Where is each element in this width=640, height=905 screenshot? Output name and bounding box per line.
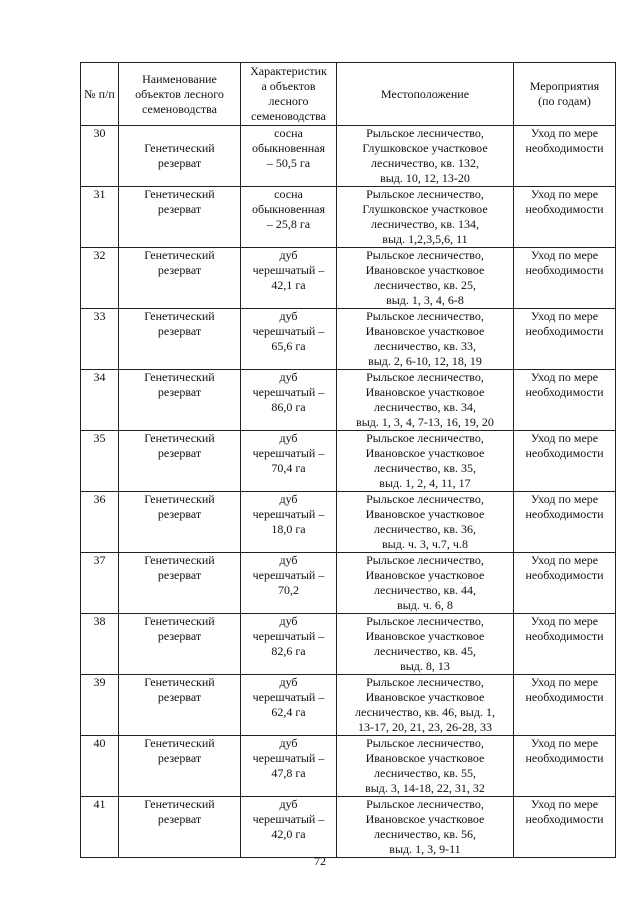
object-activity [514, 248, 616, 309]
object-location-line: Ивановское участковое [365, 263, 485, 277]
header-object-name: Наименование объектов лесного семеноводства [119, 63, 241, 126]
object-location [337, 126, 514, 187]
object-activity-line: Уход по мере [530, 309, 599, 323]
object-characteristics-line: черешчатый – [252, 507, 325, 521]
object-characteristics-line: черешчатый – [252, 812, 325, 826]
object-activity [514, 187, 616, 248]
object-location-line: выд. 3, 14-18, 22, 31, 32 [365, 781, 485, 795]
object-activity-line: Уход по мере [530, 553, 599, 567]
object-name [119, 370, 241, 431]
object-name-line: резерват [157, 629, 202, 643]
table-row [81, 797, 616, 858]
object-activity-line: необходимости [525, 629, 604, 643]
object-location-line: Рыльское лесничество, [366, 553, 484, 567]
object-activity-line: Уход по мере [530, 797, 599, 811]
object-name-line: Генетический [144, 309, 215, 323]
page-number: 72 [314, 854, 326, 868]
row-number: 39 [81, 675, 119, 736]
object-location [337, 553, 514, 614]
object-name-line: резерват [157, 263, 202, 277]
object-location-line: Ивановское участковое [365, 324, 485, 338]
row-number: 34 [81, 370, 119, 431]
object-activity-line: Уход по мере [530, 126, 599, 140]
object-location-line: Рыльское лесничество, [366, 309, 484, 323]
object-location-line: выд. 10, 12, 13-20 [380, 171, 470, 185]
object-name-line: Генетический [144, 370, 215, 384]
object-characteristics-line: – 50,5 га [266, 156, 311, 170]
object-characteristics-line: дуб [279, 675, 298, 689]
object-name-line: Генетический [144, 614, 215, 628]
object-location [337, 370, 514, 431]
row-number: 36 [81, 492, 119, 553]
table-header-row [81, 63, 616, 126]
object-characteristics-line: – 25,8 га [266, 217, 311, 231]
object-name-line: Генетический [144, 187, 215, 201]
object-location-line: Рыльское лесничество, [366, 370, 484, 384]
object-characteristics-line: сосна [274, 126, 303, 140]
object-characteristics-line: дуб [279, 492, 298, 506]
object-name [119, 736, 241, 797]
object-name-line: Генетический [144, 248, 215, 262]
object-characteristics-line: черешчатый – [252, 324, 325, 338]
object-location-line: лесничество, кв. 44, [373, 583, 477, 597]
object-location-line: выд. 1,2,3,5,6, 11 [382, 232, 468, 246]
table-row [81, 492, 616, 553]
object-location-line: лесничество, кв. 25, [373, 278, 477, 292]
row-number: 35 [81, 431, 119, 492]
object-location-line: Ивановское участковое [365, 446, 485, 460]
object-name-line: резерват [157, 812, 202, 826]
seed-objects-table [80, 62, 616, 858]
object-activity [514, 126, 616, 187]
object-characteristics-line: черешчатый – [252, 446, 325, 460]
object-characteristics [241, 553, 337, 614]
object-location-line: Рыльское лесничество, [366, 797, 484, 811]
object-activity-line: Уход по мере [530, 248, 599, 262]
object-location-line: лесничество, кв. 45, [373, 644, 477, 658]
object-name [119, 553, 241, 614]
object-name-line: Генетический [144, 431, 215, 445]
object-location-line: выд. 1, 3, 4, 6-8 [386, 293, 464, 307]
object-location-line: Рыльское лесничество, [366, 675, 484, 689]
object-location [337, 492, 514, 553]
object-name [119, 492, 241, 553]
object-location-line: лесничество, кв. 34, [373, 400, 477, 414]
object-location-line: лесничество, кв. 55, [373, 766, 477, 780]
object-characteristics-line: 42,1 га [271, 278, 306, 292]
object-characteristics-line: 86,0 га [271, 400, 306, 414]
object-location [337, 431, 514, 492]
object-location-line: 13-17, 20, 21, 23, 26-28, 33 [358, 720, 492, 734]
object-name [119, 797, 241, 858]
object-location-line: Ивановское участковое [365, 812, 485, 826]
object-characteristics-line: 47,8 га [271, 766, 306, 780]
object-activity-line: необходимости [525, 507, 604, 521]
object-activity [514, 614, 616, 675]
object-name [119, 309, 241, 370]
row-number: 30 [81, 126, 119, 187]
object-characteristics-line: дуб [279, 553, 298, 567]
header-number: № п/п [81, 63, 119, 126]
object-name-line: Генетический [144, 553, 215, 567]
object-location-line: Ивановское участковое [365, 751, 485, 765]
object-location-line: Рыльское лесничество, [366, 614, 484, 628]
object-location-line: выд. ч. 6, 8 [397, 598, 453, 612]
object-characteristics-line: черешчатый – [252, 385, 325, 399]
header-characteristics: Характеристик а объектов лесного семеноводства [241, 63, 337, 126]
object-characteristics-line: 70,2 [278, 583, 299, 597]
object-characteristics-line: дуб [279, 431, 298, 445]
object-activity-line: необходимости [525, 751, 604, 765]
object-location [337, 248, 514, 309]
table-row [81, 309, 616, 370]
object-characteristics-line: 42,0 га [271, 827, 306, 841]
object-name [119, 187, 241, 248]
object-characteristics-line: сосна [274, 187, 303, 201]
object-activity-line: необходимости [525, 263, 604, 277]
object-activity [514, 797, 616, 858]
object-characteristics [241, 431, 337, 492]
object-activity [514, 431, 616, 492]
object-characteristics [241, 797, 337, 858]
object-location [337, 614, 514, 675]
row-number: 38 [81, 614, 119, 675]
object-characteristics-line: черешчатый – [252, 690, 325, 704]
object-activity-line: необходимости [525, 690, 604, 704]
object-location [337, 675, 514, 736]
header-location: Местоположение [337, 63, 514, 126]
table-row [81, 675, 616, 736]
object-location-line: Рыльское лесничество, [366, 492, 484, 506]
object-location [337, 309, 514, 370]
object-activity [514, 553, 616, 614]
object-characteristics [241, 492, 337, 553]
table-row [81, 126, 616, 187]
object-activity-line: необходимости [525, 812, 604, 826]
object-activity-line: Уход по мере [530, 370, 599, 384]
object-location-line: выд. 1, 2, 4, 11, 17 [379, 476, 471, 490]
object-name [119, 248, 241, 309]
object-location-line: лесничество, кв. 132, [370, 156, 480, 170]
object-activity [514, 736, 616, 797]
object-location-line: Рыльское лесничество, [366, 248, 484, 262]
object-activity-line: Уход по мере [530, 614, 599, 628]
object-characteristics-line: дуб [279, 248, 298, 262]
object-name [119, 431, 241, 492]
object-characteristics [241, 675, 337, 736]
object-characteristics-line: дуб [279, 370, 298, 384]
object-name-line: резерват [157, 324, 202, 338]
object-name-line: Генетический [144, 492, 215, 506]
object-characteristics [241, 309, 337, 370]
object-characteristics [241, 248, 337, 309]
object-activity-line: необходимости [525, 141, 604, 155]
object-name-line: Генетический [144, 797, 215, 811]
object-characteristics-line: 82,6 га [271, 644, 306, 658]
object-characteristics [241, 736, 337, 797]
object-location-line: Ивановское участковое [365, 385, 485, 399]
object-name-line: резерват [157, 751, 202, 765]
object-location-line: лесничество, кв. 134, [370, 217, 480, 231]
object-name-line: резерват [157, 568, 202, 582]
object-name-line: резерват [157, 385, 202, 399]
object-location-line: лесничество, кв. 35, [373, 461, 477, 475]
object-activity [514, 370, 616, 431]
row-number: 33 [81, 309, 119, 370]
object-activity [514, 675, 616, 736]
object-characteristics-line: черешчатый – [252, 751, 325, 765]
object-name-line: резерват [157, 446, 202, 460]
object-name-line: резерват [157, 156, 202, 170]
object-characteristics-line: дуб [279, 736, 298, 750]
object-location [337, 187, 514, 248]
table-row [81, 187, 616, 248]
object-location-line: выд. 1, 3, 9-11 [389, 842, 461, 856]
object-characteristics-line: обыкновенная [251, 141, 326, 155]
row-number: 32 [81, 248, 119, 309]
object-characteristics-line: 65,6 га [271, 339, 306, 353]
object-activity-line: Уход по мере [530, 431, 599, 445]
object-characteristics [241, 370, 337, 431]
object-characteristics-line: черешчатый – [252, 568, 325, 582]
object-location-line: Глушковское участковое [362, 141, 488, 155]
object-location-line: выд. ч. 3, ч.7, ч.8 [382, 537, 468, 551]
object-characteristics [241, 126, 337, 187]
object-name-line: резерват [157, 202, 202, 216]
object-location-line: лесничество, кв. 36, [373, 522, 477, 536]
object-location [337, 797, 514, 858]
object-characteristics-line: дуб [279, 309, 298, 323]
object-activity-line: Уход по мере [530, 492, 599, 506]
table-row [81, 431, 616, 492]
object-activity-line: Уход по мере [530, 736, 599, 750]
object-activity-line: необходимости [525, 568, 604, 582]
object-name-line: резерват [157, 507, 202, 521]
object-name-line: Генетический [144, 675, 215, 689]
row-number: 31 [81, 187, 119, 248]
row-number: 40 [81, 736, 119, 797]
object-location-line: Ивановское участковое [365, 629, 485, 643]
object-location-line: Ивановское участковое [365, 568, 485, 582]
object-characteristics-line: дуб [279, 614, 298, 628]
row-number: 37 [81, 553, 119, 614]
object-location-line: лесничество, кв. 46, выд. 1, [355, 705, 495, 719]
object-name-line: Генетический [144, 141, 215, 155]
object-location [337, 736, 514, 797]
object-location-line: Рыльское лесничество, [366, 431, 484, 445]
table-row [81, 248, 616, 309]
object-characteristics-line: черешчатый – [252, 263, 325, 277]
object-activity-line: Уход по мере [530, 187, 599, 201]
object-location-line: выд. 2, 6-10, 12, 18, 19 [368, 354, 482, 368]
object-activity [514, 492, 616, 553]
object-location-line: Ивановское участковое [365, 690, 485, 704]
object-name [119, 126, 241, 187]
object-location-line: лесничество, кв. 33, [373, 339, 477, 353]
object-name [119, 675, 241, 736]
object-activity-line: необходимости [525, 446, 604, 460]
object-activity [514, 309, 616, 370]
object-activity-line: необходимости [525, 385, 604, 399]
object-characteristics-line: черешчатый – [252, 629, 325, 643]
row-number: 41 [81, 797, 119, 858]
header-activities: Мероприятия (по годам) [514, 63, 616, 126]
object-name [119, 614, 241, 675]
object-location-line: Ивановское участковое [365, 507, 485, 521]
object-characteristics-line: обыкновенная [251, 202, 326, 216]
object-location-line: Глушковское участковое [362, 202, 488, 216]
object-location-line: Рыльское лесничество, [366, 126, 484, 140]
object-characteristics-line: 62,4 га [271, 705, 306, 719]
object-name-line: Генетический [144, 736, 215, 750]
object-characteristics [241, 614, 337, 675]
object-name-line: резерват [157, 690, 202, 704]
object-location-line: выд. 8, 13 [400, 659, 450, 673]
object-activity-line: необходимости [525, 324, 604, 338]
table-row [81, 614, 616, 675]
object-activity-line: необходимости [525, 202, 604, 216]
object-activity-line: Уход по мере [530, 675, 599, 689]
object-location-line: лесничество, кв. 56, [373, 827, 477, 841]
object-characteristics-line: 18,0 га [271, 522, 306, 536]
table-row [81, 553, 616, 614]
object-location-line: выд. 1, 3, 4, 7-13, 16, 19, 20 [356, 415, 494, 429]
object-location-line: Рыльское лесничество, [366, 736, 484, 750]
table-row [81, 736, 616, 797]
table-row [81, 370, 616, 431]
object-characteristics-line: 70,4 га [271, 461, 306, 475]
object-location-line: Рыльское лесничество, [366, 187, 484, 201]
object-characteristics [241, 187, 337, 248]
object-characteristics-line: дуб [279, 797, 298, 811]
